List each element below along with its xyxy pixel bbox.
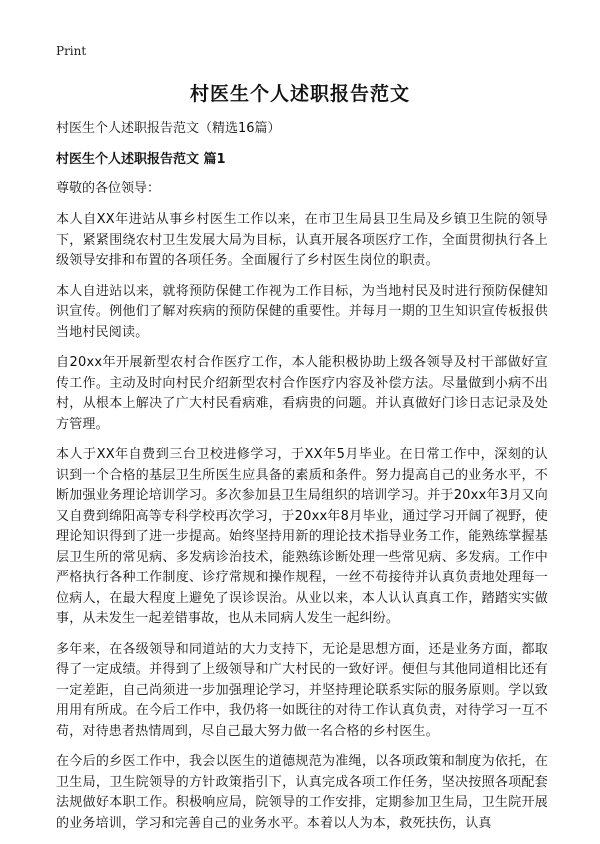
document-subtitle: 村医生个人述职报告范文（精选16篇） — [56, 121, 281, 136]
page-title: 村医生个人述职报告范文 — [189, 83, 410, 105]
paragraph-6: 在今后的乡医工作中，我会以医生的道德规范为准绳，以各项政策和制度为依托，在卫生局，卫生院领导的方针政策指引下，认真完成各项工作任务，坚决按照各项配套法规做好本职工作。积极响应局，院领导的工作安排，定期参加卫生局，卫生院开展的业务培训，学习和完善自己的业务水平。本着以人为本，救死扶伤，认真 — [56, 754, 548, 831]
greeting: 尊敬的各位领导： — [56, 181, 161, 196]
section-heading: 村医生个人述职报告范文 篇1 — [56, 152, 226, 167]
paragraph-4: 本人于XX年自费到三台卫校进修学习，于XX年5月毕业。在日常工作中，深刻的认识到一个合格的基层卫生所医生应具备的素质和条件。努力提高自己的业务水平，不断加强业务理论培训学习。多次参加县卫生局组织的培训学习。并于20xx年3月又向又自费到绵阳高等专科学校再次学习，于20xx年8月毕业，通过学习开阔了视野，使理论知识得到了进一步提高。始终坚持用新的理论技术指导业务工作，能熟练掌握基层卫生所的常见病、多发病诊治技术，能熟练诊断处理一些常见病、多发病。工作中严格执行各种工作制度、诊疗常规和操作规程，一丝不苟接待并认真负责地处理每一位病人，在最大程度上避免了误诊误治。从业以来，本人认认真真工作，踏踏实实做事，从未发生一起差错事故，也从未同病人发生一起纠纷。 — [56, 447, 548, 626]
paragraph-2: 本人自进站以来，就将预防保健工作视为工作目标，为当地村民及时进行预防保健知识宣传。例他们了解对疾病的预防保健的重要性。并每月一期的卫生知识宣传板报供当地村民阅读。 — [56, 283, 548, 340]
document-body — [56, 120, 548, 844]
paragraph-1: 本人自XX年进站从事乡村医生工作以来，在市卫生局县卫生局及乡镇卫生院的领导下，紧紧围绕农村卫生发展大局为目标，认真开展各项医疗工作，全面贯彻执行各上级领导安排和布置的各项任务。全面履行了乡村医生岗位的职责。 — [56, 212, 548, 268]
print-link[interactable]: Print — [56, 44, 87, 58]
paragraph-3: 自20xx年开展新型农村合作医疗工作，本人能积极协助上级各领导及村干部做好宣传工作。主动及时向村民介绍新型农村合作医疗内容及补偿方法。尽量做到小病不出村，从根本上解决了广大村民看病难，看病贵的问题。并认真做好门诊日志记录及处方管理。 — [56, 355, 548, 432]
paragraph-5: 多年来，在各级领导和同道站的大力支持下，无论是思想方面，还是业务方面，都取得了一定成绩。并得到了上级领导和广大村民的一致好评。便但与其他同道相比还有一定差距，自己尚须进一步加强理论学习，并坚持理论联系实际的服务原则。学以致用用有所成。在今后工作中，我仍将一如既往的对待工作认真负责，对待学习一互不苟，对待患者热情周到，尽自己最大努力做一名合格的乡村医生。 — [56, 641, 548, 739]
